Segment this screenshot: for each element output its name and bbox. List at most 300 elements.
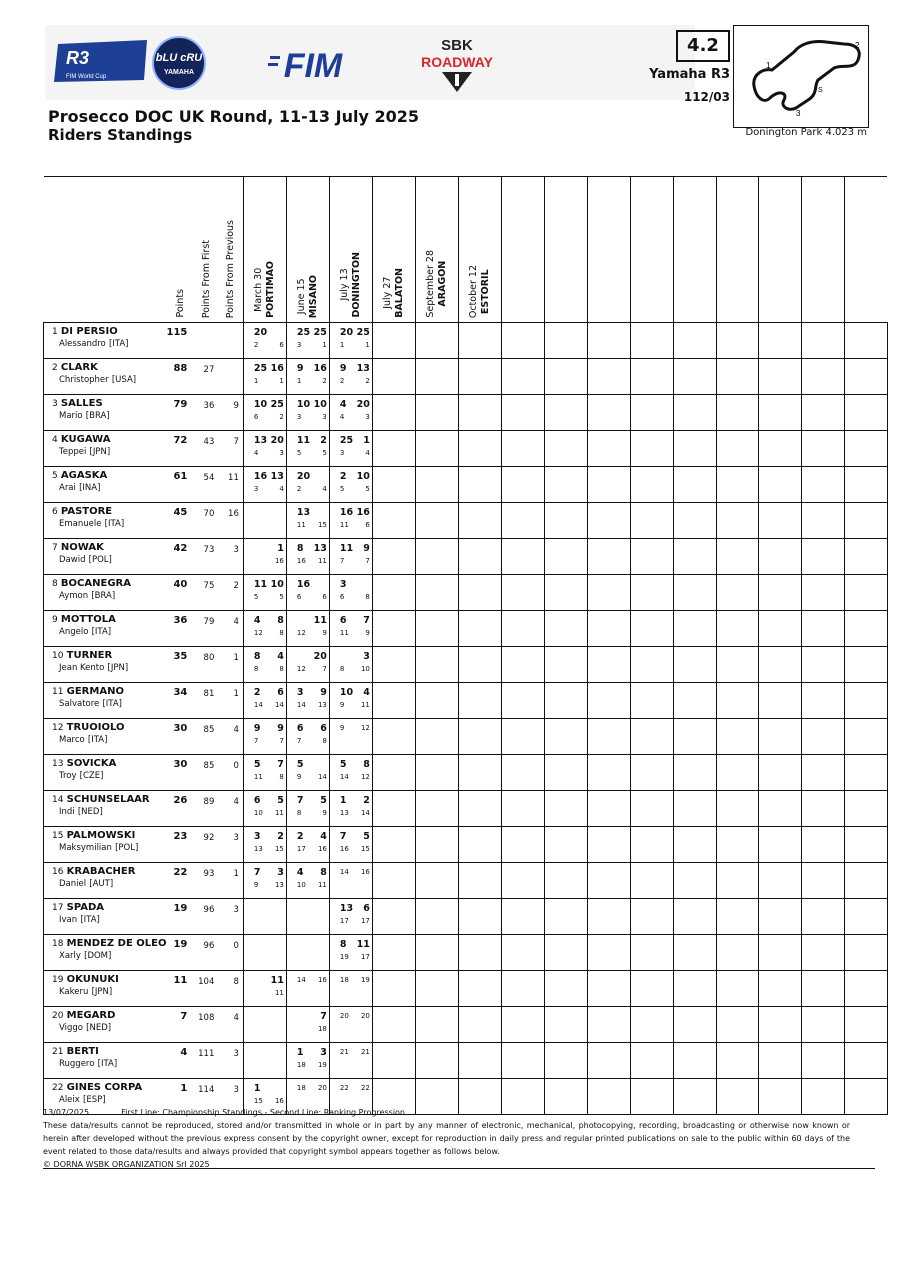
- points-from-previous: 3: [218, 899, 243, 935]
- race-result-empty: [372, 971, 415, 1007]
- race-result-empty: [415, 647, 458, 683]
- race2-ranking: 13: [274, 881, 284, 889]
- race-result-empty: [458, 683, 501, 719]
- table-row: [44, 611, 888, 647]
- points-from-first: 85: [195, 755, 218, 791]
- race1-ranking: 3: [339, 449, 345, 457]
- race2-standing: 25: [313, 327, 327, 338]
- empty-cell: [716, 503, 758, 539]
- race1-standing: 7: [339, 831, 347, 842]
- race1-standing: 3: [253, 831, 261, 842]
- race1-ranking: 10: [253, 809, 263, 817]
- race1-ranking: 13: [339, 809, 349, 817]
- empty-cell: [844, 359, 887, 395]
- empty-cell: [844, 755, 887, 791]
- empty-race-header: [716, 177, 758, 323]
- empty-cell: [844, 683, 887, 719]
- empty-cell: [716, 755, 758, 791]
- empty-cell: [630, 899, 673, 935]
- rider-last-name: SPADA: [66, 902, 105, 913]
- race1-ranking: 12: [296, 665, 306, 673]
- svg-text:2: 2: [855, 41, 860, 50]
- race-result-misano: [286, 935, 329, 971]
- race-result-empty: [372, 863, 415, 899]
- race-result-empty: [458, 719, 501, 755]
- race1-ranking: 1: [296, 377, 302, 385]
- empty-cell: [673, 575, 716, 611]
- race2-standing: 20: [270, 435, 284, 446]
- points-from-previous: 11: [218, 467, 243, 503]
- race2-ranking: 7: [365, 557, 370, 565]
- points-from-previous: 3: [218, 1079, 243, 1115]
- race1-standing: 3: [339, 579, 347, 590]
- rider-points: 34: [166, 683, 195, 719]
- empty-cell: [844, 899, 887, 935]
- race1-ranking: 17: [296, 845, 306, 853]
- race2-ranking: 14: [317, 773, 327, 781]
- race-result-donington: [329, 611, 372, 647]
- race-result-portimao: [243, 539, 286, 575]
- race2-ranking: 3: [322, 413, 327, 421]
- empty-cell: [673, 323, 716, 359]
- rider-points: 30: [166, 719, 195, 755]
- rider-nationality: [ITA]: [91, 627, 112, 637]
- empty-cell: [801, 899, 844, 935]
- empty-cell: [673, 683, 716, 719]
- empty-cell: [801, 971, 844, 1007]
- rider-first-name: Troy: [59, 771, 77, 781]
- empty-cell: [716, 647, 758, 683]
- race-result-misano: [286, 323, 329, 359]
- race-result-misano: [286, 719, 329, 755]
- empty-cell: [501, 827, 544, 863]
- race-result-empty: [458, 359, 501, 395]
- table-row: [44, 359, 888, 395]
- rider-first-name: Emanuele: [59, 519, 102, 529]
- race-result-donington: [329, 755, 372, 791]
- race1-standing: [332, 650, 351, 663]
- race-result-portimao: [243, 683, 286, 719]
- rider-first-name: Marco: [59, 735, 85, 745]
- race2-standing: 5: [277, 795, 284, 806]
- race1-standing: 20: [253, 327, 268, 338]
- race1-ranking: [246, 987, 265, 999]
- points-from-first: 36: [195, 395, 218, 431]
- svg-text:3: 3: [796, 109, 801, 118]
- race-result-portimao: [243, 503, 286, 539]
- empty-cell: [673, 899, 716, 935]
- points-from-previous: 1: [218, 863, 243, 899]
- rider-last-name: SALLES: [60, 398, 103, 409]
- empty-cell: [716, 971, 758, 1007]
- race1-ranking: 11: [339, 629, 349, 637]
- empty-cell: [501, 971, 544, 1007]
- empty-cell: [544, 1043, 587, 1079]
- race2-standing: 3: [363, 651, 370, 662]
- race2-ranking: 11: [360, 701, 370, 709]
- page-subtitle: Riders Standings: [48, 126, 193, 144]
- race1-ranking: 7: [253, 737, 259, 745]
- race-result-empty: [458, 647, 501, 683]
- race1-ranking: 10: [296, 881, 306, 889]
- race1-standing: 8: [296, 543, 304, 554]
- points-from-first: 96: [195, 899, 218, 935]
- race-result-empty: [458, 467, 501, 503]
- race-result-empty: [458, 323, 501, 359]
- rider-cell: [44, 683, 167, 719]
- race-result-empty: [458, 899, 501, 935]
- empty-cell: [544, 611, 587, 647]
- race-result-portimao: [243, 827, 286, 863]
- race2-ranking: 1: [279, 377, 284, 385]
- empty-cell: [716, 899, 758, 935]
- race1-ranking: 9: [339, 701, 345, 709]
- empty-cell: [673, 719, 716, 755]
- rider-position: 16: [52, 867, 64, 877]
- rider-last-name: MEGARD: [66, 1010, 116, 1021]
- empty-cell: [587, 791, 630, 827]
- points-from-first: 92: [195, 827, 218, 863]
- empty-cell: [758, 971, 801, 1007]
- rider-first-name: Aleix: [59, 1095, 80, 1105]
- race1-ranking: 7: [339, 557, 345, 565]
- rider-position: 5: [52, 471, 58, 481]
- rider-cell: [44, 323, 167, 359]
- race-result-empty: [372, 647, 415, 683]
- empty-cell: [716, 863, 758, 899]
- race1-ranking: 14: [296, 701, 306, 709]
- table-row: [44, 1007, 888, 1043]
- empty-cell: [673, 863, 716, 899]
- race2-ranking: 1: [365, 341, 370, 349]
- race2-ranking: 16: [360, 868, 370, 876]
- race1-standing: 5: [253, 759, 261, 770]
- race-result-portimao: [243, 395, 286, 431]
- race-result-empty: [372, 755, 415, 791]
- race2-standing: 20: [313, 651, 327, 662]
- race1-standing: 8: [339, 939, 347, 950]
- points-from-first: 27: [195, 359, 218, 395]
- bike-model: Yamaha R3: [649, 67, 730, 82]
- rider-nationality: [DOM]: [84, 951, 112, 961]
- rider-last-name: KRABACHER: [66, 866, 136, 877]
- race-result-portimao: [243, 971, 286, 1007]
- empty-cell: [544, 539, 587, 575]
- race1-ranking: 6: [339, 593, 345, 601]
- race2-standing: 11: [313, 615, 327, 626]
- empty-cell: [587, 467, 630, 503]
- race1-standing: [289, 1010, 308, 1023]
- race2-ranking: 17: [360, 917, 370, 925]
- race1-standing: 6: [339, 615, 347, 626]
- race1-standing: 5: [339, 759, 347, 770]
- empty-cell: [801, 791, 844, 827]
- race1-ranking: 1: [339, 341, 345, 349]
- empty-cell: [501, 467, 544, 503]
- race2-ranking: 5: [365, 485, 370, 493]
- rider-nationality: [ITA]: [108, 339, 129, 349]
- empty-cell: [758, 719, 801, 755]
- rider-cell: [44, 791, 167, 827]
- empty-race-header: [758, 177, 801, 323]
- rider-nationality: [ITA]: [97, 1059, 118, 1069]
- empty-cell: [716, 683, 758, 719]
- rider-position: 6: [52, 507, 58, 517]
- points-from-previous: 7: [218, 431, 243, 467]
- empty-cell: [587, 755, 630, 791]
- race2-ranking: 16: [317, 976, 327, 984]
- footer-legend: First Line: Championship Standings - Second Line: Ranking Progression: [121, 1108, 405, 1117]
- empty-cell: [544, 827, 587, 863]
- empty-race-header: [544, 177, 587, 323]
- race1-ranking: 6: [296, 593, 302, 601]
- rider-nationality: [JPN]: [89, 447, 111, 457]
- race-result-misano: [286, 899, 329, 935]
- race2-standing: 16: [356, 507, 370, 518]
- empty-cell: [630, 1007, 673, 1043]
- table-row: [44, 935, 888, 971]
- empty-cell: [758, 935, 801, 971]
- points-from-first: 96: [195, 935, 218, 971]
- empty-cell: [544, 683, 587, 719]
- race1-standing: 6: [296, 723, 304, 734]
- race2-ranking: 8: [322, 737, 327, 745]
- race2-standing: [265, 1082, 284, 1095]
- race1-standing: 13: [339, 903, 354, 914]
- race2-ranking: 19: [360, 976, 370, 984]
- rider-cell: [44, 647, 167, 683]
- empty-cell: [587, 611, 630, 647]
- race2-standing: 13: [270, 471, 284, 482]
- race-result-portimao: [243, 575, 286, 611]
- race-result-empty: [458, 539, 501, 575]
- empty-cell: [630, 395, 673, 431]
- race1-standing: 16: [253, 471, 268, 482]
- race1-standing: 25: [296, 327, 311, 338]
- race-result-misano: [286, 395, 329, 431]
- empty-cell: [844, 647, 887, 683]
- rider-position: 21: [52, 1047, 64, 1057]
- race2-standing: 9: [363, 543, 370, 554]
- points-from-previous: [218, 323, 243, 359]
- race1-ranking: 8: [339, 665, 345, 673]
- empty-cell: [544, 395, 587, 431]
- empty-cell: [801, 935, 844, 971]
- points-from-previous: 1: [218, 647, 243, 683]
- table-row: [44, 323, 888, 359]
- race-result-empty: [415, 1007, 458, 1043]
- empty-cell: [630, 359, 673, 395]
- race-result-portimao: [243, 863, 286, 899]
- race1-ranking: 15: [253, 1097, 263, 1105]
- rider-nationality: [ITA]: [87, 735, 108, 745]
- race1-standing: 16: [296, 579, 311, 590]
- race-result-empty: [415, 719, 458, 755]
- rider-first-name: Salvatore: [59, 699, 100, 709]
- race2-ranking: 5: [322, 449, 327, 457]
- rider-nationality: [JPN]: [107, 663, 129, 673]
- race2-ranking: 18: [317, 1025, 327, 1033]
- empty-cell: [801, 359, 844, 395]
- race-result-misano: [286, 467, 329, 503]
- empty-cell: [544, 971, 587, 1007]
- race-result-empty: [458, 863, 501, 899]
- empty-cell: [844, 611, 887, 647]
- empty-cell: [801, 323, 844, 359]
- race1-standing: 20: [296, 471, 311, 482]
- empty-race-header: [801, 177, 844, 323]
- footer-copyright: These data/results cannot be reproduced, stored and/or transmitted in whole or in part by any manner of electronic, mechanical, photocopying, recording, broadcasting or otherwise now known or herein after developed without the previous express consent by the copyright owner, except for reproduction in daily press and regular printed publications on sale to the public within 60 days of the event related to those data/results and always provided that copyright symbol appears together as follows below.: [43, 1121, 850, 1156]
- race2-standing: 4: [320, 831, 327, 842]
- empty-cell: [544, 791, 587, 827]
- empty-cell: [844, 467, 887, 503]
- empty-cell: [587, 359, 630, 395]
- points-from-first: 43: [195, 431, 218, 467]
- empty-cell: [716, 791, 758, 827]
- race2-standing: 9: [277, 723, 284, 734]
- race1-ranking: 1: [253, 377, 259, 385]
- empty-cell: [758, 863, 801, 899]
- rider-nationality: [USA]: [111, 375, 137, 385]
- empty-cell: [501, 899, 544, 935]
- empty-cell: [844, 1043, 887, 1079]
- race-result-empty: [415, 1043, 458, 1079]
- race-result-empty: [415, 935, 458, 971]
- empty-cell: [673, 467, 716, 503]
- empty-cell: [716, 575, 758, 611]
- empty-cell: [544, 575, 587, 611]
- rider-last-name: TRUOIOLO: [66, 722, 125, 733]
- rider-points: 19: [166, 899, 195, 935]
- r3-text: R3: [66, 48, 90, 68]
- empty-cell: [630, 935, 673, 971]
- race2-standing: 7: [320, 1011, 327, 1022]
- race-result-portimao: [243, 935, 286, 971]
- empty-cell: [587, 1007, 630, 1043]
- rider-position: 11: [52, 687, 64, 697]
- race1-ranking: 8: [296, 809, 302, 817]
- race-result-donington: [329, 1007, 372, 1043]
- empty-cell: [716, 935, 758, 971]
- table-row: [44, 575, 888, 611]
- yamaha-text: YAMAHA: [163, 69, 195, 76]
- race1-ranking: 3: [253, 485, 259, 493]
- points-from-previous: 4: [218, 791, 243, 827]
- empty-cell: [716, 1043, 758, 1079]
- rider-nationality: [ITA]: [104, 519, 125, 529]
- fim-text: FIM: [283, 47, 343, 84]
- rider-nationality: [JPN]: [91, 987, 113, 997]
- race-result-donington: [329, 575, 372, 611]
- race2-standing: 8: [277, 615, 284, 626]
- rider-position: 4: [52, 435, 58, 445]
- race2-standing: 13: [356, 363, 370, 374]
- rider-last-name: MOTTOLA: [60, 614, 116, 625]
- rider-cell: [44, 359, 167, 395]
- empty-cell: [673, 611, 716, 647]
- points-from-previous: 9: [218, 395, 243, 431]
- race-result-portimao: [243, 719, 286, 755]
- race-result-empty: [415, 539, 458, 575]
- rider-first-name: Arai: [59, 483, 76, 493]
- empty-cell: [501, 935, 544, 971]
- empty-cell: [716, 467, 758, 503]
- race-result-empty: [458, 1007, 501, 1043]
- race2-standing: 10: [270, 579, 284, 590]
- points-from-previous: 3: [218, 539, 243, 575]
- race2-ranking: 3: [365, 413, 370, 421]
- race-result-donington: [329, 863, 372, 899]
- empty-cell: [801, 395, 844, 431]
- race1-standing: 3: [296, 687, 304, 698]
- points-from-first: 114: [195, 1079, 218, 1115]
- empty-cell: [544, 863, 587, 899]
- table-row: [44, 755, 888, 791]
- points-from-previous: 8: [218, 971, 243, 1007]
- empty-cell: [801, 863, 844, 899]
- rider-points: 61: [166, 467, 195, 503]
- race-result-empty: [372, 395, 415, 431]
- race-result-misano: [286, 431, 329, 467]
- rider-first-name: Daniel: [59, 879, 87, 889]
- race-result-donington: [329, 899, 372, 935]
- race2-standing: 8: [320, 867, 327, 878]
- empty-cell: [758, 359, 801, 395]
- rider-last-name: BOCANEGRA: [60, 578, 131, 589]
- rider-points: 22: [166, 863, 195, 899]
- empty-cell: [801, 431, 844, 467]
- rider-last-name: GINES CORPA: [66, 1082, 143, 1093]
- race-result-empty: [372, 1007, 415, 1043]
- empty-cell: [844, 863, 887, 899]
- empty-cell: [758, 611, 801, 647]
- race2-standing: 4: [363, 687, 370, 698]
- race2-standing: 3: [277, 867, 284, 878]
- empty-cell: [501, 359, 544, 395]
- race1-ranking: 14: [339, 773, 349, 781]
- empty-cell: [587, 827, 630, 863]
- empty-cell: [673, 431, 716, 467]
- race2-standing: [351, 578, 370, 591]
- empty-cell: [758, 323, 801, 359]
- empty-cell: [630, 467, 673, 503]
- race-result-empty: [415, 431, 458, 467]
- rider-first-name: Xarly: [59, 951, 81, 961]
- rider-last-name: BERTI: [66, 1046, 99, 1057]
- empty-cell: [587, 647, 630, 683]
- race2-standing: 10: [313, 399, 327, 410]
- race1-standing: 7: [296, 795, 304, 806]
- rider-last-name: TURNER: [66, 650, 113, 661]
- race-result-misano: [286, 503, 329, 539]
- race1-ranking: 3: [296, 413, 302, 421]
- empty-cell: [587, 863, 630, 899]
- empty-cell: [630, 719, 673, 755]
- race1-standing: 10: [296, 399, 311, 410]
- empty-cell: [630, 647, 673, 683]
- race-result-misano: [286, 359, 329, 395]
- race1-ranking: 3: [296, 341, 302, 349]
- race2-standing: 8: [363, 759, 370, 770]
- empty-cell: [501, 647, 544, 683]
- empty-cell: [501, 431, 544, 467]
- race2-ranking: 9: [322, 809, 327, 817]
- race2-ranking: 16: [274, 1097, 284, 1105]
- rider-first-name: Dawid: [59, 555, 86, 565]
- empty-cell: [801, 539, 844, 575]
- race2-ranking: 20: [317, 1084, 327, 1092]
- race2-ranking: 16: [274, 557, 284, 565]
